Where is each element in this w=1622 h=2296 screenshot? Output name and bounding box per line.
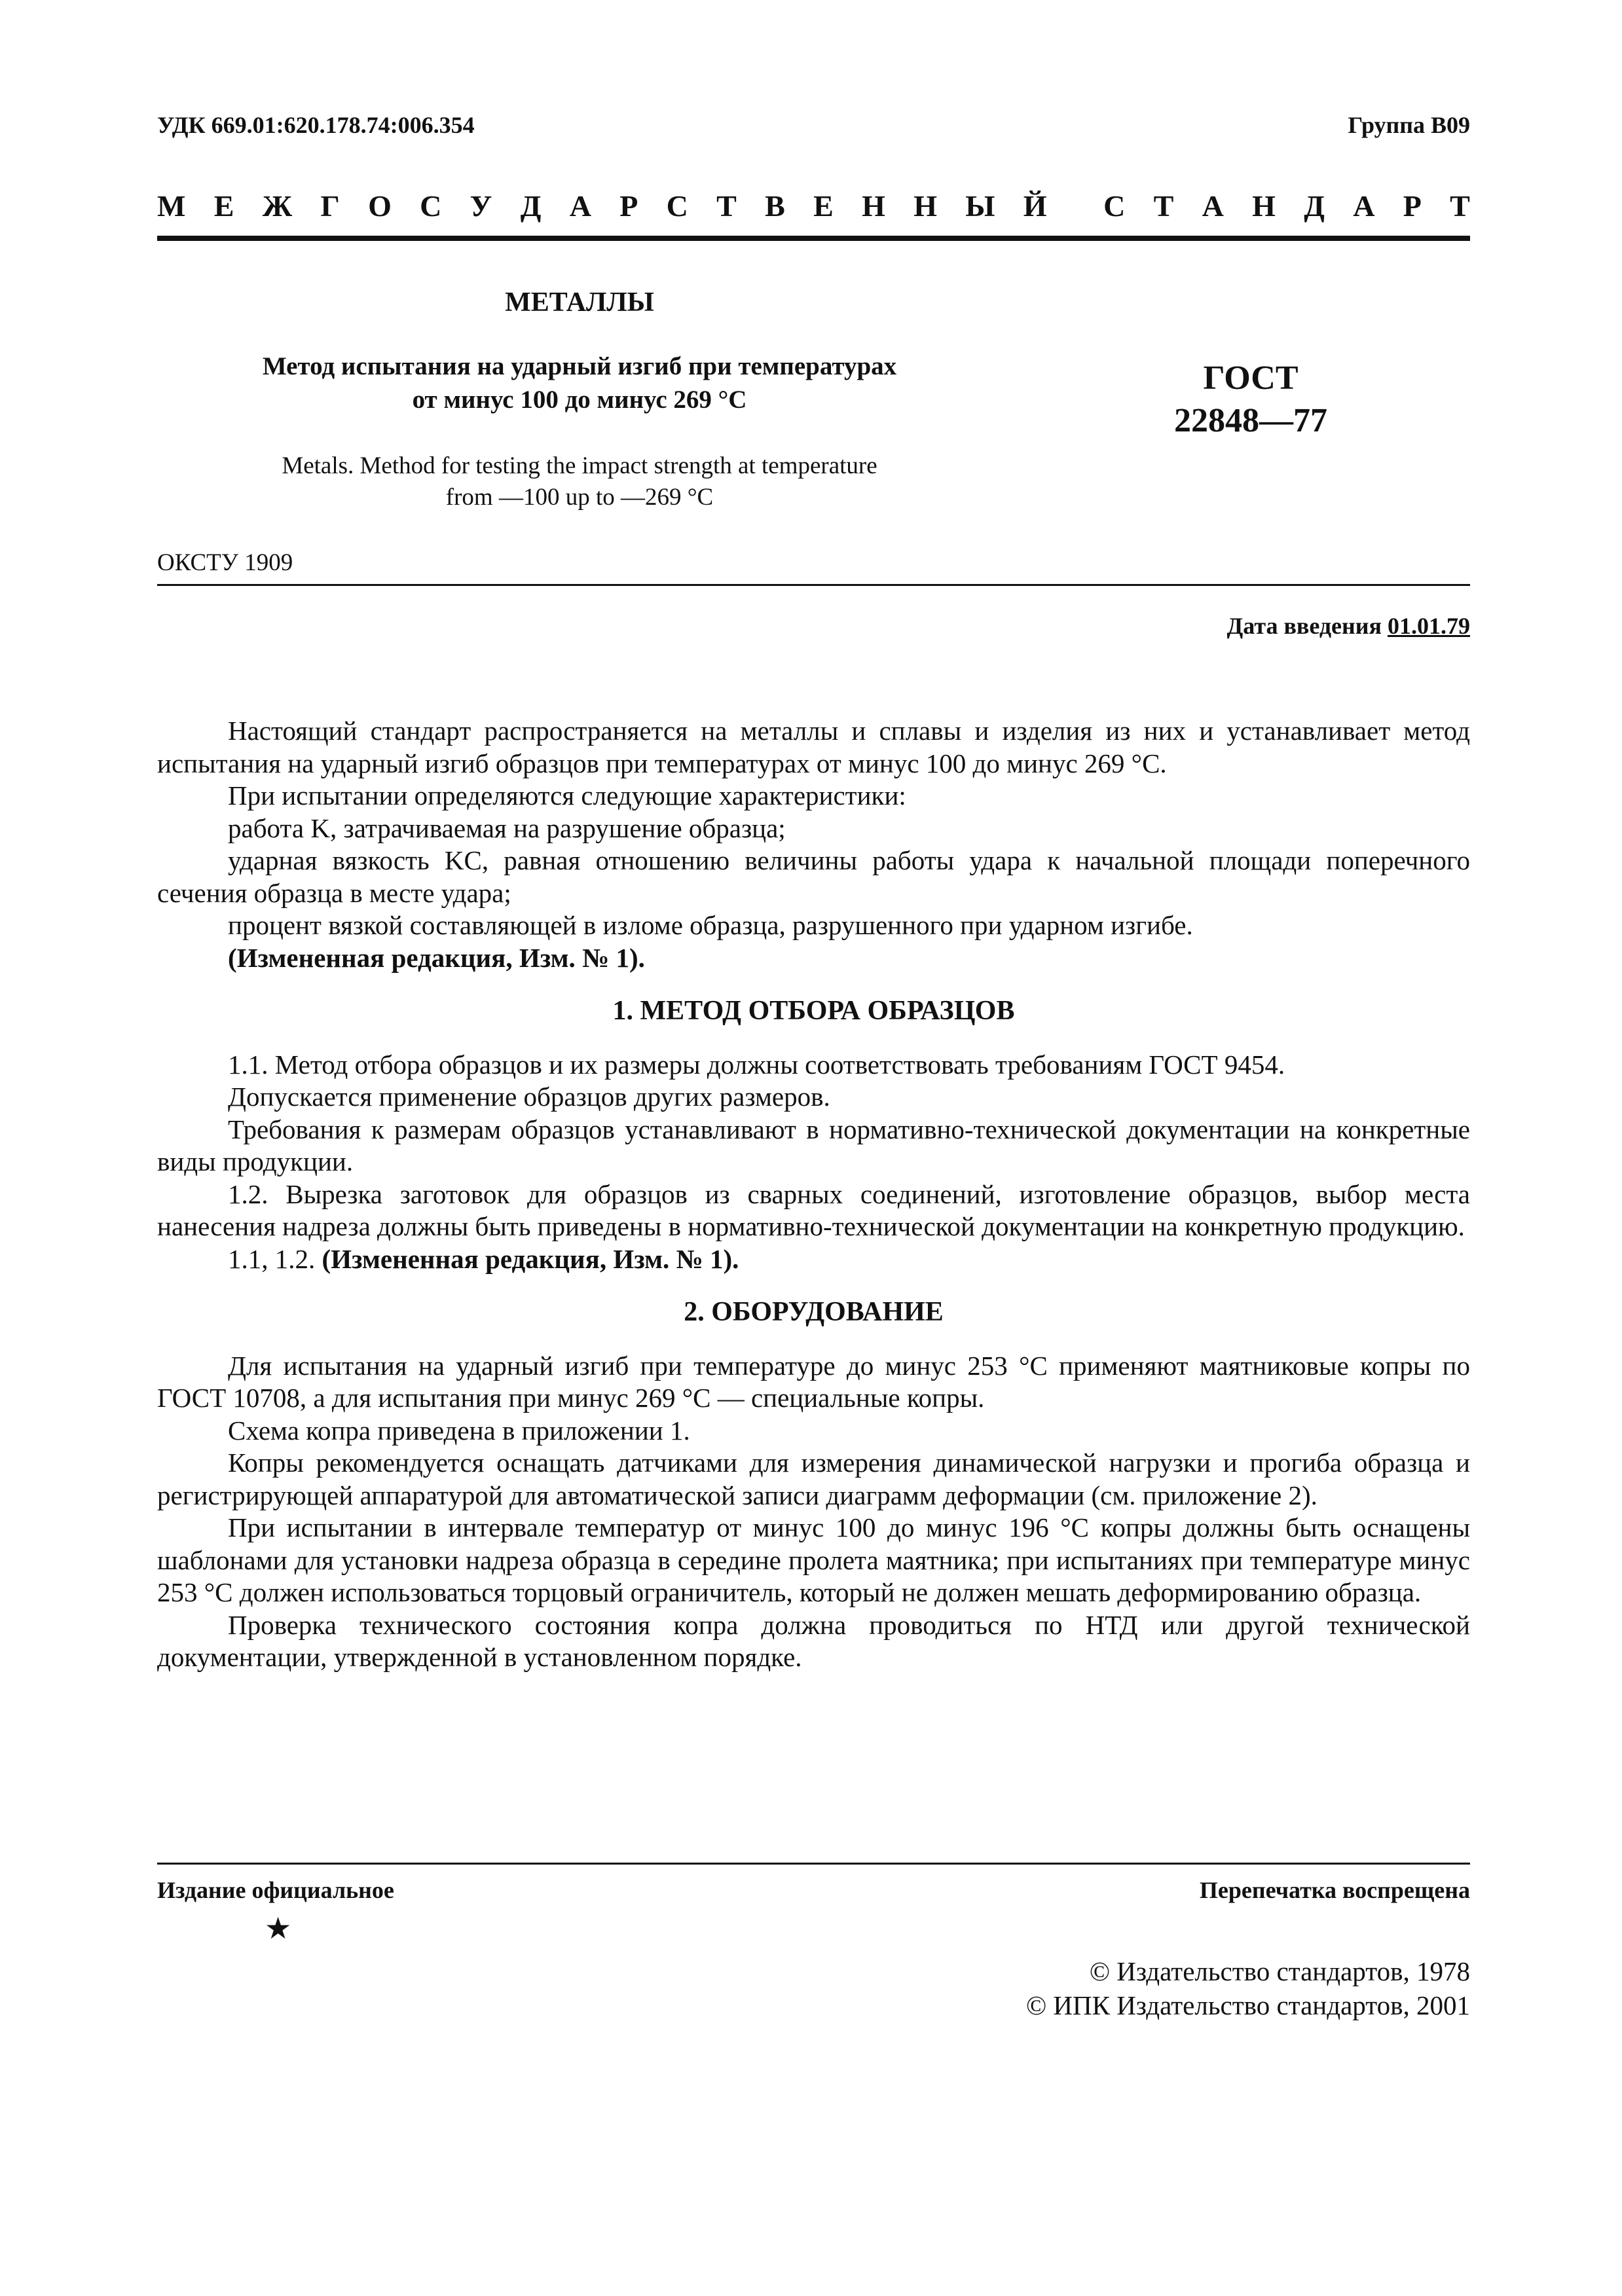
body-paragraph: работа K, затрачиваемая на разрушение образца;	[228, 812, 786, 843]
banner-letter: Н	[913, 189, 937, 223]
banner-letter: С	[420, 189, 442, 223]
banner-letter: М	[157, 189, 186, 223]
title-russian	[157, 350, 1002, 416]
copyright-line: © ИПК Издательство стандартов, 2001	[1025, 1990, 1470, 2020]
copyright-line: © Издательство стандартов, 1978	[1089, 1956, 1470, 1986]
amendment-text: (Измененная редакция, Изм. № 1).	[322, 1243, 739, 1274]
banner-letter: Т	[716, 189, 737, 223]
title-english-line: Metals. Method for testing the impact strength at temperature	[282, 452, 877, 479]
banner-letter: О	[368, 189, 392, 223]
star-icon: ★	[265, 1912, 292, 1945]
document-category: МЕТАЛЛЫ	[505, 287, 654, 318]
body-paragraph: Допускается применение образцов других размеров.	[228, 1082, 830, 1112]
oksty-code: ОКСТУ 1909	[157, 549, 293, 576]
body-paragraph: Проверка технического состояния копра должна проводиться по НТД или другой технической документации, утвержденной в установленном порядке.	[157, 1609, 1470, 1672]
banner-letter: А	[1353, 189, 1375, 223]
header-thick-rule	[157, 236, 1470, 241]
amendment-note: (Измененная редакция, Изм. № 1).	[228, 942, 645, 973]
body-paragraph: Для испытания на ударный изгиб при температуре до минус 253 °С применяют маятниковые копры по ГОСТ 10708, а для испытания при минус 269 °С — специальные копры.	[157, 1350, 1470, 1413]
gost-designation	[1080, 357, 1421, 442]
banner-letter: Ж	[262, 189, 293, 223]
banner-letter: А	[1202, 189, 1224, 223]
banner-letter: Г	[320, 189, 340, 223]
amendment-note	[157, 1243, 1470, 1276]
document-body	[157, 715, 1470, 1674]
banner-letter: У	[470, 189, 492, 223]
gost-number: 22848—77	[1174, 402, 1327, 439]
banner-letter: Т	[1450, 189, 1470, 223]
body-paragraph: При испытании в интервале температур от минус 100 до минус 196 °С копры должны быть оснащены шаблонами для установки надреза образца в середине пролета маятника; при испытаниях при температуре минус 253 °С должен использоваться торцовый ограничитель, который не должен мешать деформированию образца.	[157, 1512, 1470, 1607]
banner-letter: Е	[213, 189, 234, 223]
copyright-block	[1026, 1954, 1470, 2022]
title-english-line: from —100 up to —269 °С	[445, 484, 714, 511]
section-heading: 2. ОБОРУДОВАНИЕ	[684, 1297, 944, 1327]
title-russian-line: Метод испытания на ударный изгиб при температурах	[262, 352, 897, 380]
banner-letter: Ы	[965, 189, 995, 223]
banner-letter: С	[1103, 189, 1126, 223]
banner-letter: Р	[619, 189, 638, 223]
udk-code: УДК 669.01:620.178.74:006.354	[157, 112, 475, 138]
body-paragraph: ударная вязкость KC, равная отношению величины работы удара к начальной площади поперечного сечения образца в месте удара;	[157, 845, 1470, 908]
banner-letter: Д	[520, 189, 542, 223]
body-paragraph: Схема копра приведена в приложении 1.	[228, 1415, 690, 1446]
title-russian-line: от минус 100 до минус 269 °С	[412, 385, 747, 414]
title-english	[157, 450, 1002, 513]
banner-letter: Д	[1304, 189, 1325, 223]
banner-letter: А	[569, 189, 591, 223]
reprint-prohibited-label: Перепечатка воспрещена	[1199, 1877, 1470, 1903]
body-paragraph: 1.1. Метод отбора образцов и их размеры должны соответствовать требованиям ГОСТ 9454.	[228, 1049, 1285, 1080]
section-heading: 1. МЕТОД ОТБОРА ОБРАЗЦОВ	[612, 996, 1015, 1026]
official-edition-label: Издание официальное	[157, 1877, 394, 1903]
banner-letter: Н	[862, 189, 885, 223]
amendment-prefix: 1.1, 1.2.	[228, 1243, 322, 1274]
banner-letter: Е	[813, 189, 834, 223]
effective-date	[1227, 612, 1471, 640]
body-paragraph: 1.2. Вырезка заготовок для образцов из сварных соединений, изготовление образцов, выбор места нанесения надреза должны быть приведены в нормативно-технической документации на конкретную продукцию.	[157, 1178, 1470, 1241]
footer-rule	[157, 1863, 1470, 1865]
body-paragraph: Настоящий стандарт распространяется на металлы и сплавы и изделия из них и устанавливает метод испытания на ударный изгиб образцов при температурах от минус 100 до минус 269 °С.	[157, 716, 1470, 778]
interstate-standard-banner	[157, 189, 1470, 223]
effective-date-value: 01.01.79	[1388, 613, 1470, 639]
banner-letter: В	[765, 189, 785, 223]
banner-letter: Й	[1023, 189, 1047, 223]
body-paragraph: Копры рекомендуется оснащать датчиками для измерения динамической нагрузки и прогиба образца и регистрирующей аппаратурой для автоматической записи диаграмм деформации (см. приложение 2).	[157, 1448, 1470, 1510]
body-paragraph: При испытании определяются следующие характеристики:	[228, 780, 906, 811]
header-thin-rule	[157, 584, 1470, 586]
body-paragraph: процент вязкой составляющей в изломе образца, разрушенного при ударном изгибе.	[228, 910, 1193, 940]
group-code: Группа В09	[1348, 112, 1470, 138]
banner-letter: Р	[1403, 189, 1422, 223]
banner-letter: Н	[1252, 189, 1276, 223]
effective-date-label: Дата введения	[1226, 613, 1388, 639]
body-paragraph: Требования к размерам образцов устанавливают в нормативно-технической документации на конкретные виды продукции.	[157, 1114, 1470, 1176]
banner-letter: Т	[1153, 189, 1174, 223]
banner-letter: С	[666, 189, 688, 223]
gost-label: ГОСТ	[1203, 359, 1299, 397]
